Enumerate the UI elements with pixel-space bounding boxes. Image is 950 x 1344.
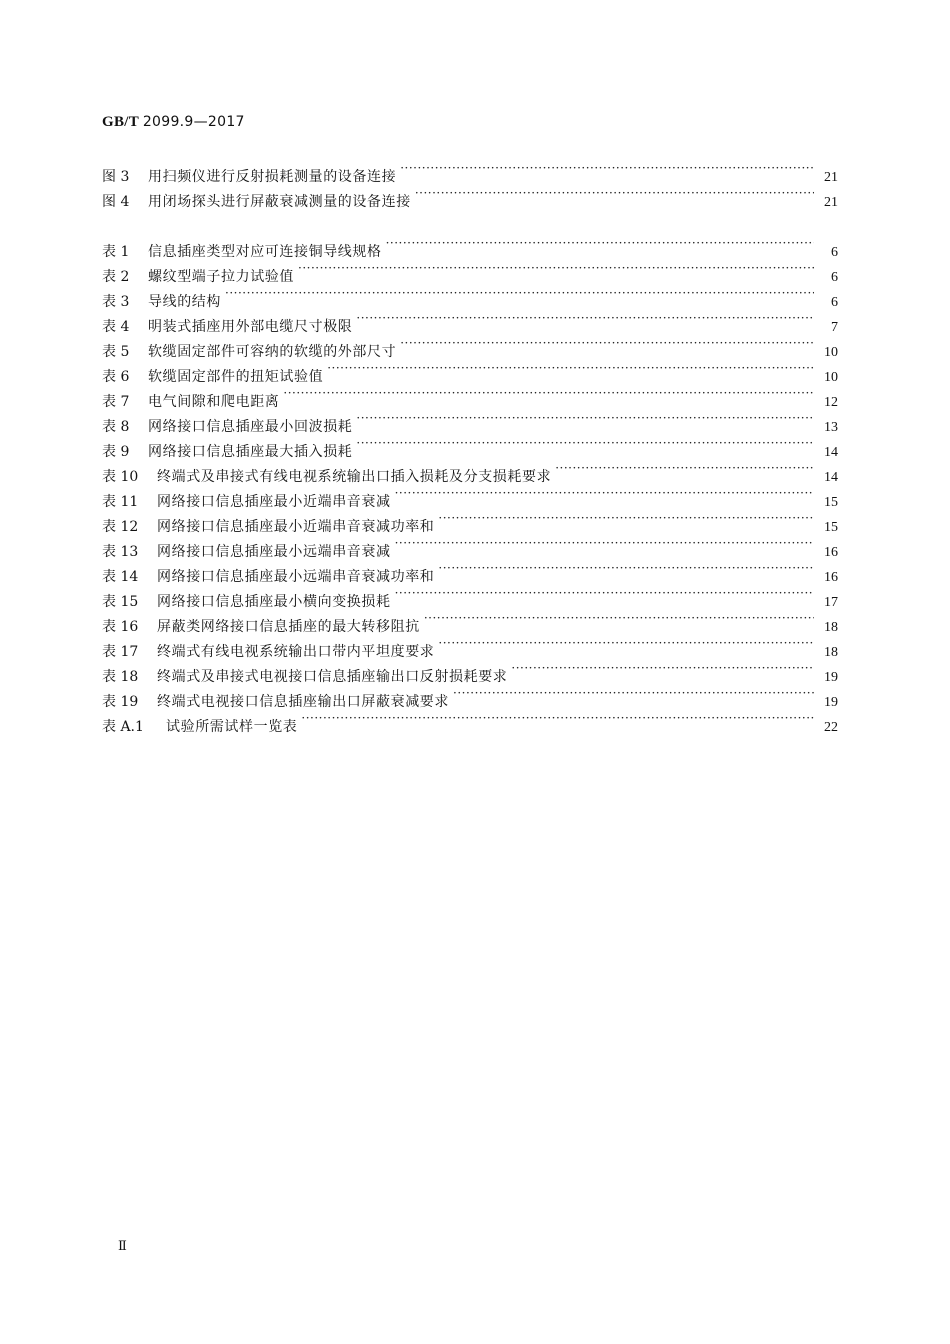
dot-leader [438, 631, 814, 656]
dot-leader [395, 581, 814, 606]
dot-leader [386, 231, 814, 256]
entry-number: 表 19 [102, 694, 139, 710]
entry-page: 6 [831, 295, 838, 310]
entry-page: 16 [824, 545, 838, 560]
entry-number: 表 13 [102, 544, 139, 560]
entry-number: 表 7 [102, 394, 130, 410]
dot-leader [415, 181, 814, 206]
entry-page: 14 [824, 445, 838, 460]
entry-page: 19 [824, 670, 838, 685]
entry-title: 网络接口信息插座最大插入损耗 [148, 444, 353, 460]
standard-prefix: GB/T [102, 114, 139, 130]
dot-leader [356, 306, 814, 331]
entry-number: 表 11 [102, 494, 139, 510]
entry-page: 10 [824, 345, 838, 360]
dot-leader [400, 156, 814, 181]
entry-number: 表 3 [102, 294, 130, 310]
entry-title: 试验所需试样一览表 [166, 719, 298, 735]
entry-page: 18 [824, 645, 838, 660]
toc-entry-figure[interactable] [102, 156, 838, 185]
entry-page: 6 [831, 245, 838, 260]
entry-number: 表 12 [102, 519, 139, 535]
dot-leader [283, 381, 814, 406]
dot-leader [400, 331, 814, 356]
entry-title: 螺纹型端子拉力试验值 [148, 269, 294, 285]
entry-title: 用闭场探头进行屏蔽衰减测量的设备连接 [148, 194, 411, 210]
entry-title: 终端式电视接口信息插座输出口屏蔽衰减要求 [157, 694, 449, 710]
dot-leader [424, 606, 814, 631]
entry-number: 表 6 [102, 369, 130, 385]
entry-number: 图 3 [102, 169, 130, 185]
dot-leader [356, 431, 814, 456]
dot-leader [438, 506, 814, 531]
entry-title: 网络接口信息插座最小近端串音衰减 [157, 494, 391, 510]
entry-page: 6 [831, 270, 838, 285]
page-header [102, 114, 245, 131]
dot-leader [327, 356, 814, 381]
entry-title: 网络接口信息插座最小横向变换损耗 [157, 594, 391, 610]
entry-page: 16 [824, 570, 838, 585]
entry-title: 终端式有线电视系统输出口带内平坦度要求 [157, 644, 435, 660]
entry-page: 15 [824, 520, 838, 535]
entry-title: 网络接口信息插座最小回波损耗 [148, 419, 353, 435]
entry-title: 屏蔽类网络接口信息插座的最大转移阻抗 [157, 619, 420, 635]
entry-number: 表 16 [102, 619, 139, 635]
figure-list [102, 156, 838, 210]
dot-leader [301, 706, 814, 731]
entry-title: 网络接口信息插座最小远端串音衰减功率和 [157, 569, 435, 585]
entry-number: 表 1 [102, 244, 130, 260]
entry-number: 表 8 [102, 419, 130, 435]
entry-title: 电气间隙和爬电距离 [148, 394, 280, 410]
table-list [102, 231, 838, 735]
entry-title: 网络接口信息插座最小近端串音衰减功率和 [157, 519, 435, 535]
entry-number: 表 5 [102, 344, 130, 360]
entry-number: 表 14 [102, 569, 139, 585]
toc-entry-table[interactable] [102, 231, 838, 260]
dot-leader [438, 556, 814, 581]
entry-title: 导线的结构 [148, 294, 221, 310]
entry-title: 终端式及串接式有线电视系统输出口插入损耗及分支损耗要求 [157, 469, 552, 485]
dot-leader [511, 656, 814, 681]
entry-page: 10 [824, 370, 838, 385]
entry-page: 15 [824, 495, 838, 510]
page-number: Ⅱ [118, 1238, 127, 1253]
dot-leader [555, 456, 814, 481]
entry-page: 22 [824, 720, 838, 735]
entry-title: 用扫频仪进行反射损耗测量的设备连接 [148, 169, 397, 185]
entry-number: 表 10 [102, 469, 139, 485]
dot-leader [356, 406, 814, 431]
entry-title: 网络接口信息插座最小远端串音衰减 [157, 544, 391, 560]
entry-page: 21 [824, 195, 838, 210]
dot-leader [395, 531, 814, 556]
entry-number: 图 4 [102, 194, 130, 210]
entry-number: 表 4 [102, 319, 130, 335]
dot-leader [298, 256, 814, 281]
entry-number: 表 2 [102, 269, 130, 285]
entry-page: 18 [824, 620, 838, 635]
entry-title: 软缆固定部件可容纳的软缆的外部尺寸 [148, 344, 397, 360]
entry-page: 13 [824, 420, 838, 435]
entry-page: 21 [824, 170, 838, 185]
dot-leader [225, 281, 814, 306]
entry-title: 软缆固定部件的扭矩试验值 [148, 369, 324, 385]
entry-number: 表 15 [102, 594, 139, 610]
dot-leader [395, 481, 814, 506]
entry-page: 12 [824, 395, 838, 410]
standard-number: 2099.9—2017 [142, 114, 245, 130]
entry-number: 表 9 [102, 444, 130, 460]
entry-title: 明装式插座用外部电缆尺寸极限 [148, 319, 353, 335]
entry-page: 17 [824, 595, 838, 610]
entry-page: 7 [831, 320, 838, 335]
entry-title: 信息插座类型对应可连接铜导线规格 [148, 244, 382, 260]
entry-page: 19 [824, 695, 838, 710]
entry-number: 表 A.1 [102, 719, 144, 735]
dot-leader [453, 681, 814, 706]
entry-title: 终端式及串接式电视接口信息插座输出口反射损耗要求 [157, 669, 508, 685]
entry-page: 14 [824, 470, 838, 485]
entry-number: 表 17 [102, 644, 139, 660]
entry-number: 表 18 [102, 669, 139, 685]
